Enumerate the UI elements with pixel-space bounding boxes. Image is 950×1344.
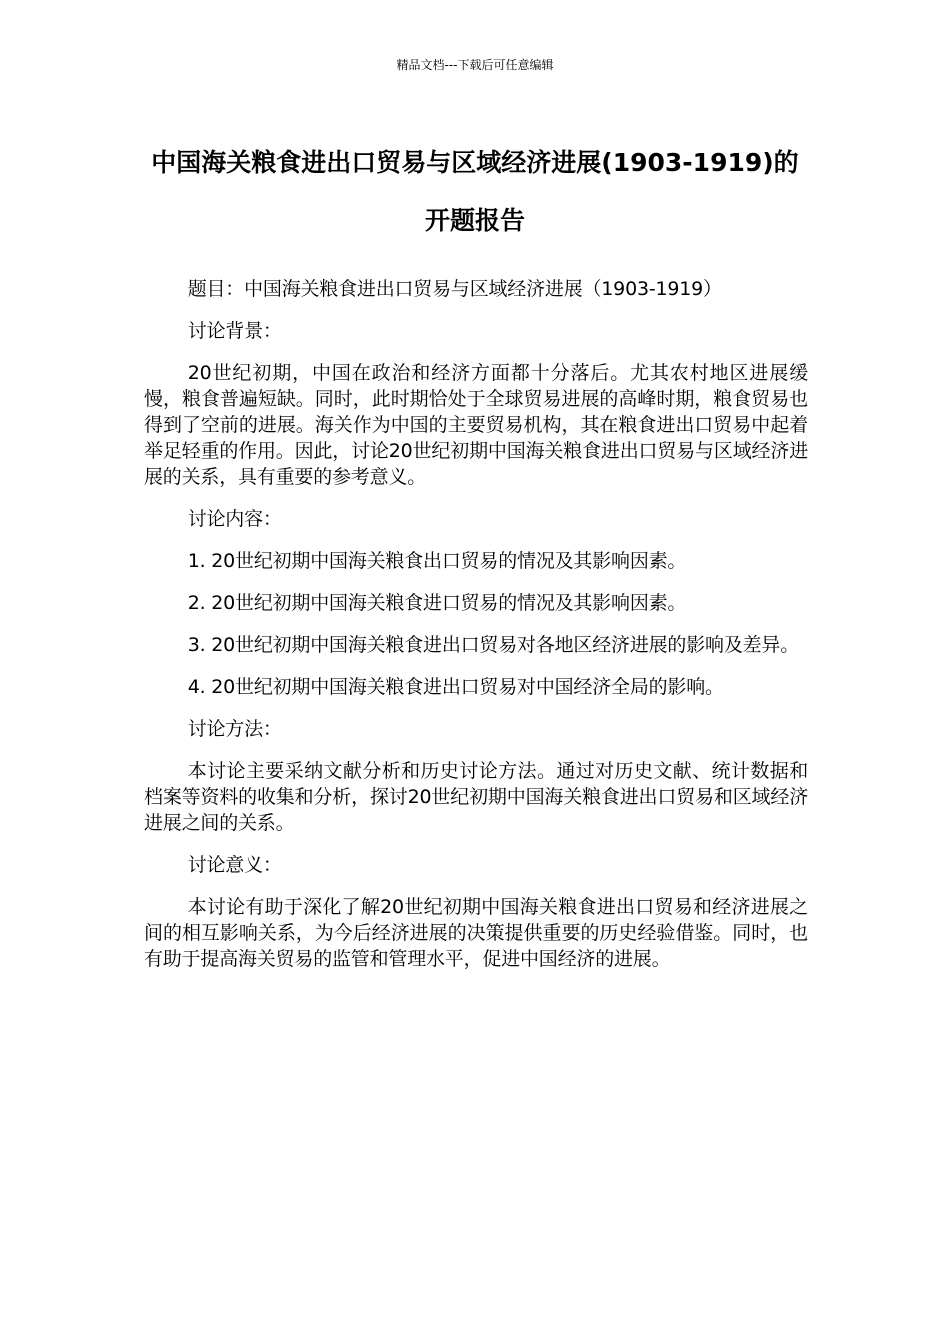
page-header: 精品文档---下载后可任意编辑 xyxy=(396,58,554,72)
significance-paragraph: 本讨论有助于深化了解20世纪初期中国海关粮食进出口贸易和经济进展之间的相互影响关系，为今后经济进展的决策提供重要的历史经验借鉴。同时，也有助于提高海关贸易的监管和管理水平，促进中国经济的进展。 xyxy=(144,896,808,970)
content-item-1: 1. 20世纪初期中国海关粮食出口贸易的情况及其影响因素。 xyxy=(187,550,687,572)
background-heading: 讨论背景： xyxy=(187,320,282,342)
topic-line: 题目：中国海关粮食进出口贸易与区域经济进展（1903-1919） xyxy=(187,278,722,300)
background-paragraph: 20世纪初期，中国在政治和经济方面都十分落后。尤其农村地区进展缓慢，粮食普遍短缺。同时，此时期恰处于全球贸易进展的高峰时期，粮食贸易也得到了空前的进展。海关作为中国的主要贸易机构，其在粮食进出口贸易中起着举足轻重的作用。因此，讨论20世纪初期中国海关粮食进出口贸易与区域经济进展的关系，具有重要的参考意义。 xyxy=(144,362,808,488)
content-item-3: 3. 20世纪初期中国海关粮食进出口贸易对各地区经济进展的影响及差异。 xyxy=(187,634,800,656)
method-paragraph: 本讨论主要采纳文献分析和历史讨论方法。通过对历史文献、统计数据和档案等资料的收集和分析，探讨20世纪初期中国海关粮食进出口贸易和区域经济进展之间的关系。 xyxy=(144,760,808,834)
content-item-2: 2. 20世纪初期中国海关粮食进口贸易的情况及其影响因素。 xyxy=(187,592,687,614)
document-title: 中国海关粮食进出口贸易与区域经济进展(1903-1919)的开题报告 xyxy=(151,148,799,235)
content-heading: 讨论内容： xyxy=(187,508,282,530)
content-item-4: 4. 20世纪初期中国海关粮食进出口贸易对中国经济全局的影响。 xyxy=(187,676,724,698)
method-heading: 讨论方法： xyxy=(187,718,282,740)
document-body xyxy=(144,276,808,988)
significance-heading: 讨论意义： xyxy=(187,854,282,876)
